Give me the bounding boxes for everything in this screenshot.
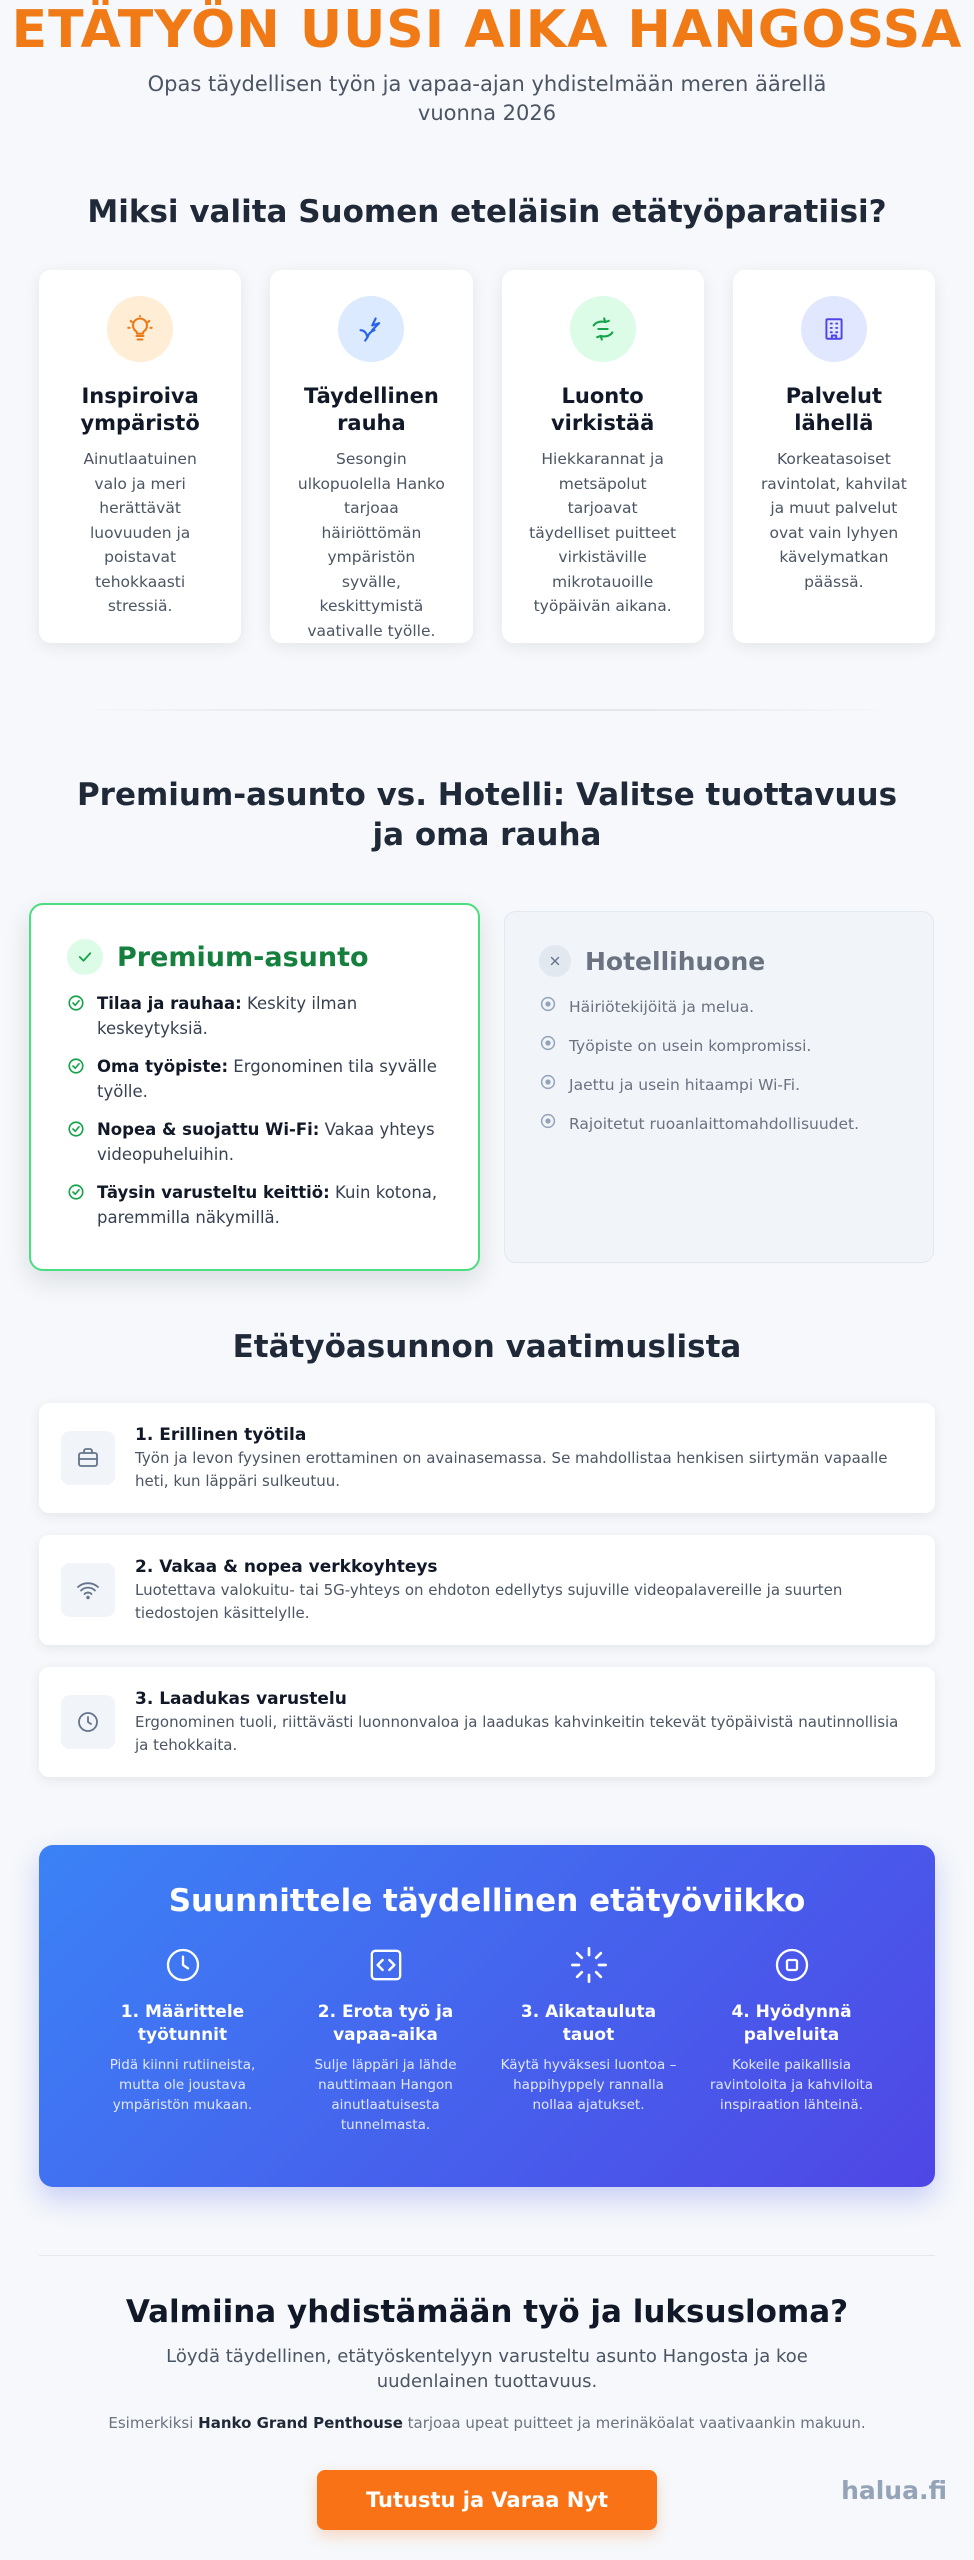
dot-circle-icon [539,1073,557,1097]
requirement-text: Luotettava valokuitu- tai 5G-yhteys on ehdoton edellytys sujuville videopalavereille ja suurten tiedostojen käsittelylle. [135,1580,843,1622]
feature-card-nature [502,270,704,643]
cta-example-suffix: tarjoaa upeat puitteet ja merinäköalat vaativaankin makuun. [402,2414,866,2432]
cta-subtitle: Löydä täydellinen, etätyöskentelyyn varusteltu asunto Hangosta ja koe uudenlainen tuottavuus. [166,2346,808,2392]
lightbulb-icon [107,296,173,362]
item-bold: Täysin varusteltu keittiö: [97,1183,330,1202]
step-title: 2. Erota työ ja vapaa-aika [317,2002,454,2045]
list-item [539,1073,899,1097]
item-bold: Oma työpiste: [97,1057,229,1076]
dot-circle-icon [539,1112,557,1136]
requirement-title: 2. Vakaa & nopea verkkoyhteys [135,1556,438,1577]
feature-card-text: Korkeatasoiset ravintolat, kahvilat ja muut palvelut ovat vain lyhyen kävelymatkan päässä. [760,450,907,591]
check-circle-icon [67,1120,85,1167]
item-text: Työpiste on usein kompromissi. [569,1037,812,1055]
wifi-icon [61,1563,115,1617]
check-circle-icon [67,1183,85,1230]
comparison [0,903,974,1271]
book-now-button[interactable]: Tutustu ja Varaa Nyt [317,2470,657,2530]
feature-card-inspiring [39,270,241,643]
planner-step [690,1943,893,2135]
check-circle-icon [67,1057,85,1104]
leaf-icon [570,296,636,362]
hero-subtitle: Opas täydellisen työn ja vapaa-ajan yhdistelmään meren äärellä vuonna 2026 [147,72,827,125]
section-divider [77,709,897,711]
step-title: 1. Määrittele työtunnit [120,2002,245,2045]
list-item [67,1180,444,1230]
planner-step [487,1943,690,2135]
why-section-title: Miksi valita Suomen eteläisin etätyöparatiisi? [87,194,887,230]
clock-icon [89,1943,276,1987]
feature-cards [0,270,974,643]
feature-card-title: Täydellinen rauha [303,384,439,435]
list-item [539,995,899,1019]
step-text: Pidä kiinni rutiineista, mutta ole joustava ympäristön mukaan. [109,2057,256,2113]
list-item [539,1034,899,1058]
requirement-text: Työn ja levon fyysinen erottaminen on avainasemassa. Se mahdollistaa henkisen siirtymän vapaalle heti, kun läppäri sulkeutuu. [135,1448,888,1490]
requirement-title: 3. Laadukas varustelu [135,1688,347,1709]
hero-title: ETÄTYÖN UUSI AIKA HANGOSSA [11,0,963,60]
step-title: 4. Hyödynnä palveluita [731,2002,852,2045]
section-divider [39,2255,935,2256]
planner-step [81,1943,284,2135]
planner-section [39,1845,935,2187]
step-text: Kokeile paikallisia ravintoloita ja kahviloita inspiraation lähteinä. [709,2057,874,2113]
feature-card-title: Palvelut lähellä [785,384,883,435]
feature-card-peace [270,270,472,643]
brand-logo: halua.fi [841,2476,947,2505]
loader-icon [495,1943,682,1987]
feature-card-text: Sesongin ulkopuolella Hanko tarjoaa häiriöttömän ympäristön syvälle, keskittymistä vaativalle työlle. [297,450,445,640]
feature-card-title: Inspiroiva ympäristö [80,384,200,435]
code-square-icon [292,1943,479,1987]
premium-title: Premium-asunto [117,941,369,973]
item-text: Häiriötekijöitä ja melua. [569,998,755,1016]
requirement-title: 1. Erillinen työtila [135,1424,307,1445]
item-text: Ergonominen tila syvälle työlle. [97,1057,437,1101]
dot-circle-icon [539,1034,557,1058]
requirement-item [39,1403,935,1513]
planner-title: Suunnittele täydellinen etätyöviikko [168,1883,806,1919]
bird-icon [338,296,404,362]
hotel-list [539,995,899,1136]
feature-card-services [733,270,935,643]
item-bold: Nopea & suojattu Wi-Fi: [97,1120,320,1139]
requirement-item [39,1667,935,1777]
list-item [539,1112,899,1136]
cta-example-prefix: Esimerkiksi [108,2414,199,2432]
building-icon [801,296,867,362]
dot-circle-icon [539,995,557,1019]
requirements-section-title: Etätyöasunnon vaatimuslista [232,1329,742,1365]
item-text: Vakaa yhteys videopuheluihin. [97,1120,435,1164]
hotel-card [504,911,934,1263]
stop-circle-icon [698,1943,885,1987]
check-circle-icon [67,994,85,1041]
cta-title: Valmiina yhdistämään työ ja luksusloma? [125,2294,849,2330]
feature-card-text: Ainutlaatuinen valo ja meri herättävät luovuuden ja poistavat tehokkaasti stressiä. [83,450,197,615]
check-icon [67,939,103,975]
step-title: 3. Aikatauluta tauot [520,2002,657,2045]
feature-card-title: Luonto virkistää [550,384,655,435]
premium-list [67,991,444,1230]
step-text: Käytä hyväksesi luontoa – happihyppely rannalla nollaa ajatukset. [500,2057,677,2113]
briefcase-icon [61,1431,115,1485]
clock-icon [61,1695,115,1749]
item-text: Keskity ilman keskeytyksiä. [97,994,358,1038]
item-text: Rajoitetut ruoanlaittomahdollisuudet. [569,1115,860,1133]
requirement-item [39,1535,935,1645]
close-icon [539,945,571,977]
list-item [67,991,444,1041]
premium-card [29,903,480,1271]
step-text: Sulje läppäri ja lähde nauttimaan Hangon ainutlaatuisesta tunnelmasta. [314,2057,457,2133]
requirement-text: Ergonominen tuoli, riittävästi luonnonvaloa ja laadukas kahvinkeitin tekevät työpäivistä nautinnollisia ja tehokkaita. [135,1712,899,1754]
hotel-title: Hotellihuone [585,946,766,976]
planner-step [284,1943,487,2135]
planner-steps [39,1921,935,2135]
cta-example [0,2414,974,2432]
compare-section-title: Premium-asunto vs. Hotelli: Valitse tuottavuus ja oma rauha [76,777,898,853]
requirements-list [0,1403,974,1777]
list-item [67,1117,444,1167]
item-text: Jaettu ja usein hitaampi Wi-Fi. [569,1076,801,1094]
item-bold: Tilaa ja rauhaa: [97,994,242,1013]
list-item [67,1054,444,1104]
cta-example-link: Hanko Grand Penthouse [198,2414,403,2432]
item-text: Kuin kotona, paremmilla näkymillä. [97,1183,438,1227]
feature-card-text: Hiekkarannat ja metsäpolut tarjoavat täydelliset puitteet virkistäville mikrotauoille työpäivän aikana. [529,450,677,615]
